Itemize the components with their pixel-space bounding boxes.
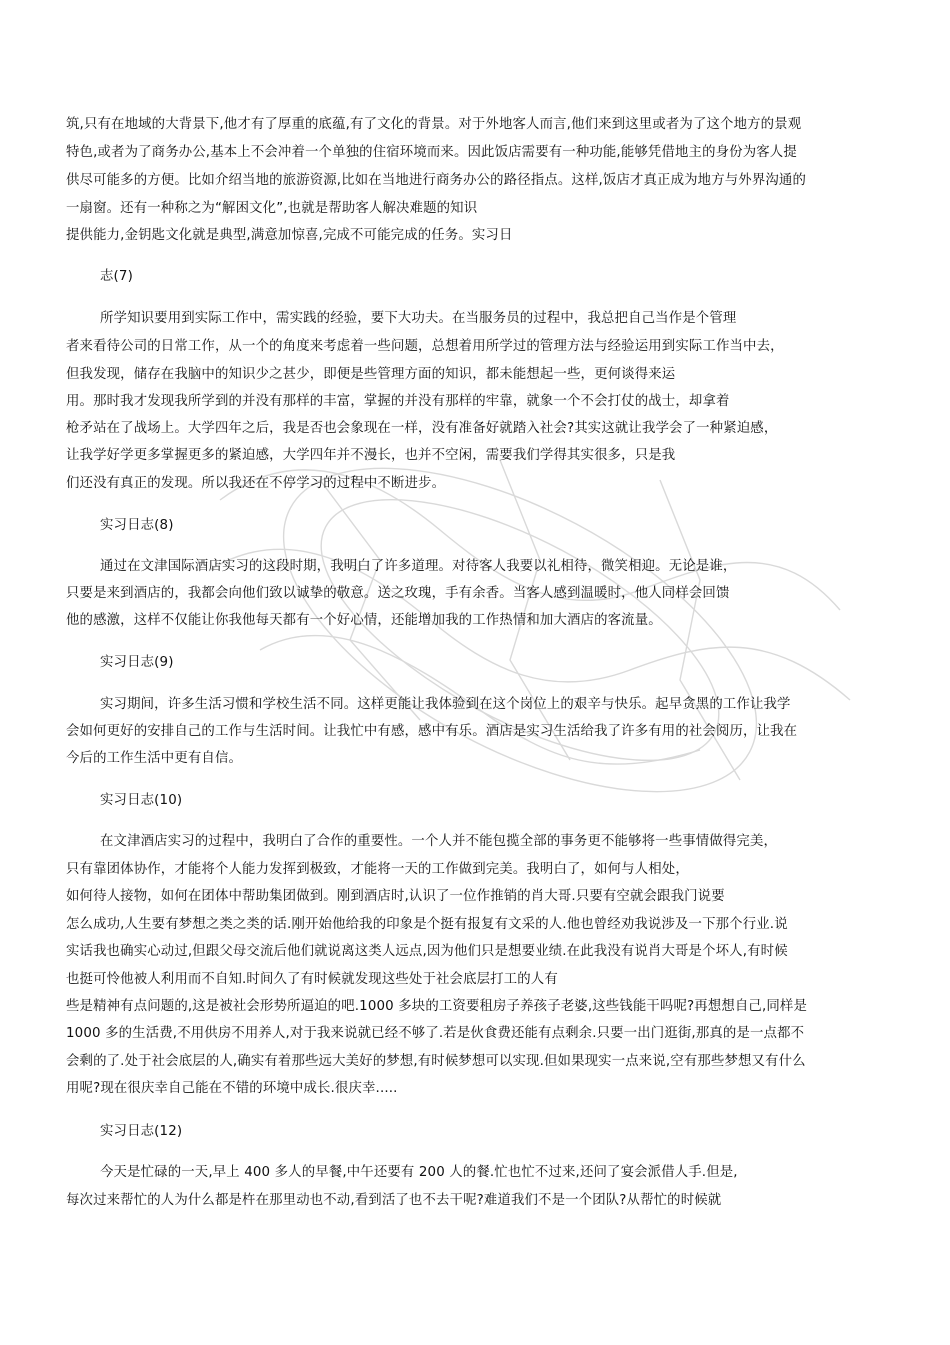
text-line: 让我学好学更多掌握更多的紧迫感，大学四年并不漫长，也并不空闲，需要我们学得其实很多，只是我 bbox=[66, 448, 676, 463]
text-line: 筑,只有在地域的大背景下,他才有了厚重的底蕴,有了文化的背景。对于外地客人而言,他们来到这里或者为了这个地方的景观 bbox=[66, 117, 802, 132]
text-line: 者来看待公司的日常工作，从一个的角度来考虑着一些问题，总想着用所学过的管理方法与经验运用到实际工作当中去， bbox=[66, 339, 784, 354]
text-line: 用呢?现在很庆幸自己能在不错的环境中成长.很庆幸..... bbox=[66, 1081, 398, 1096]
text-line: 但我发现，储存在我脑中的知识少之甚少，即便是些管理方面的知识，都未能想起一些，更何谈得来运 bbox=[66, 367, 676, 382]
text-line: 今天是忙碌的一天,早上 400 多人的早餐,中午还要有 200 人的餐.忙也忙不过来,还问了宴会派借人手.但是, bbox=[100, 1165, 738, 1180]
section-heading: 志(7) bbox=[100, 269, 133, 284]
text-line: 特色,或者为了商务办公,基本上不会冲着一个单独的住宿环境而来。因此饭店需要有一种功能,能够凭借地主的身份为客人提 bbox=[66, 145, 797, 160]
section-heading: 实习日志(9) bbox=[100, 655, 174, 670]
text-line: 今后的工作生活中更有自信。 bbox=[66, 751, 243, 766]
text-line: 所学知识要用到实际工作中，需实践的经验，要下大功夫。在当服务员的过程中，我总把自己当作是个管理 bbox=[100, 311, 737, 326]
text-line: 只要是来到酒店的，我都会向他们致以诚挚的敬意。送之玫瑰，手有余香。当客人感到温暖时，他人同样会回馈 bbox=[66, 586, 730, 601]
text-line: 会如何更好的安排自己的工作与生活时间。让我忙中有感，感中有乐。酒店是实习生活给我了许多有用的社会阅历，让我在 bbox=[66, 724, 798, 739]
text-line: 在文津酒店实习的过程中，我明白了合作的重要性。一个人并不能包揽全部的事务更不能够将一些事情做得完美， bbox=[100, 834, 778, 849]
text-line: 枪矛站在了战场上。大学四年之后，我是否也会象现在一样，没有准备好就踏入社会?其实这就让我学会了一种紧迫感， bbox=[66, 421, 778, 436]
text-line: 用。那时我才发现我所学到的并没有那样的丰富，掌握的并没有那样的牢靠，就象一个不会打仗的战士，却拿着 bbox=[66, 394, 730, 409]
section-heading: 实习日志(10) bbox=[100, 793, 183, 808]
text-line: 供尽可能多的方便。比如介绍当地的旅游资源,比如在当地进行商务办公的路径指点。这样,饭店才真正成为地方与外界沟通的 bbox=[66, 173, 807, 188]
text-line: 提供能力,金钥匙文化就是典型,满意加惊喜,完成不可能完成的任务。实习日 bbox=[66, 228, 513, 243]
section-heading: 实习日志(8) bbox=[100, 518, 174, 533]
text-line: 实习期间，许多生活习惯和学校生活不同。这样更能让我体验到在这个岗位上的艰辛与快乐。起早贪黑的工作让我学 bbox=[100, 697, 791, 712]
section-heading: 实习日志(12) bbox=[100, 1124, 183, 1139]
text-line: 他的感激，这样不仅能让你我他每天都有一个好心情，还能增加我的工作热情和加大酒店的客流量。 bbox=[66, 613, 662, 628]
text-line: 会剩的了.处于社会底层的人,确实有着那些远大美好的梦想,有时候梦想可以实现.但如果现实一点来说,空有那些梦想又有什么 bbox=[66, 1054, 806, 1069]
text-line: 些是精神有点问题的,这是被社会形势所逼迫的吧.1000 多块的工资要租房子养孩子老婆,这些钱能干吗呢?再想想自己,同样是 bbox=[66, 999, 807, 1014]
text-line: 通过在文津国际酒店实习的这段时期，我明白了许多道理。对待客人我要以礼相待，微笑相迎。无论是谁， bbox=[100, 559, 737, 574]
text-line: 们还没有真正的发现。所以我还在不停学习的过程中不断进步。 bbox=[66, 476, 446, 491]
text-line: 只有靠团体协作，才能将个人能力发挥到极致，才能将一天的工作做到完美。我明白了，如何与人相处， bbox=[66, 862, 689, 877]
text-line: 1000 多的生活费,不用供房不用养人,对于我来说就已经不够了.若是伙食费还能有点剩余.只要一出门逛街,那真的是一点都不 bbox=[66, 1026, 805, 1041]
text-line: 每次过来帮忙的人为什么都是杵在那里动也不动,看到活了也不去干呢?难道我们不是一个团队?从帮忙的时候就 bbox=[66, 1193, 722, 1208]
text-line: 也挺可怜他被人利用而不自知.时间久了有时候就发现这些处于社会底层打工的人有 bbox=[66, 972, 558, 987]
text-line: 如何待人接物，如何在团体中帮助集团做到。刚到酒店时,认识了一位作推销的肖大哥.只要有空就会跟我门说要 bbox=[66, 889, 725, 904]
text-line: 怎么成功,人生要有梦想之类之类的话.刚开始他给我的印象是个挺有报复有文采的人.他也曾经劝我说涉及一下那个行业.说 bbox=[66, 917, 788, 932]
text-line: 实话我也确实心动过,但跟父母交流后他们就说离这类人远点,因为他们只是想要业绩.在此我没有说肖大哥是个坏人,有时候 bbox=[66, 944, 788, 959]
text-line: 一扇窗。还有一种称之为“解困文化”,也就是帮助客人解决难题的知识 bbox=[66, 201, 478, 216]
